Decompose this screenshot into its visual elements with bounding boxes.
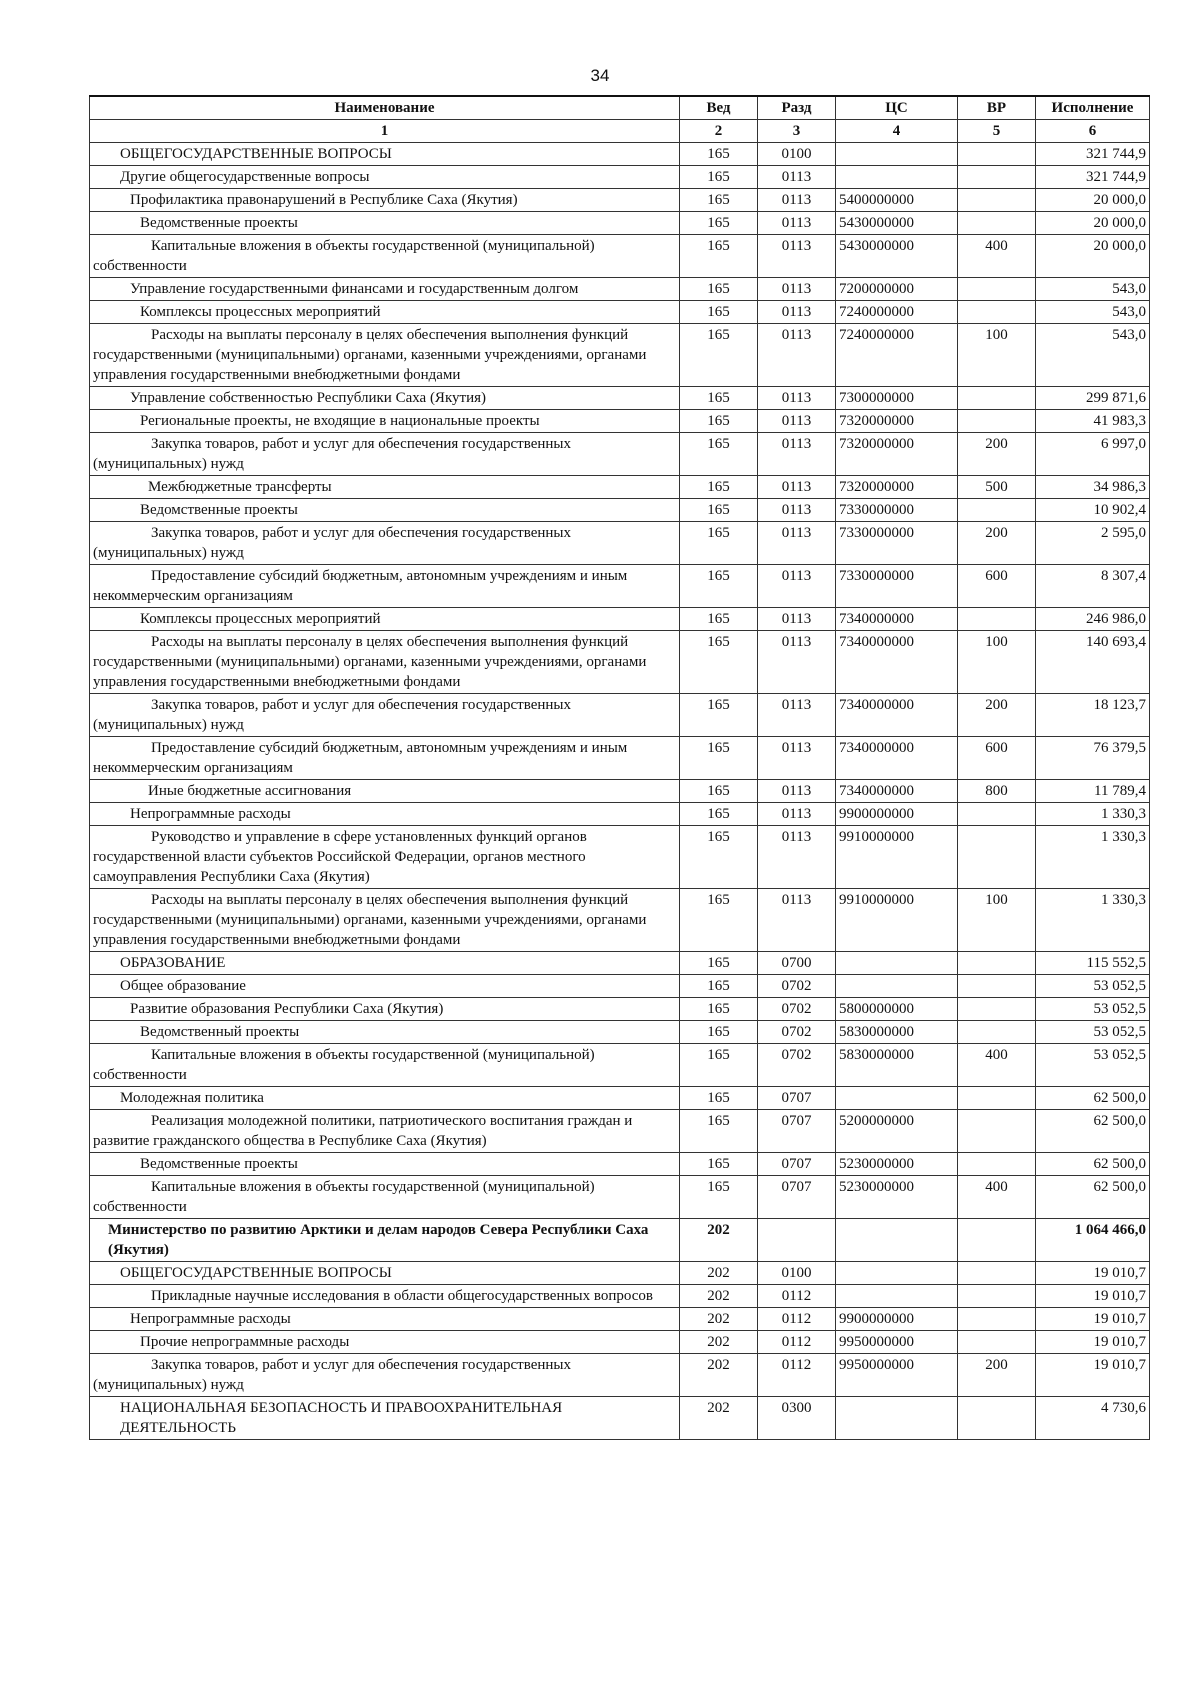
row-ved: 165: [680, 1153, 758, 1176]
table-row: [90, 1331, 1150, 1354]
row-isp: 62 500,0: [1036, 1153, 1150, 1176]
table-row: [90, 387, 1150, 410]
row-cs: 7340000000: [836, 737, 958, 780]
row-cs: 9900000000: [836, 803, 958, 826]
row-isp: 8 307,4: [1036, 565, 1150, 608]
row-cs: 7340000000: [836, 694, 958, 737]
row-ved: 165: [680, 410, 758, 433]
row-isp: 53 052,5: [1036, 998, 1150, 1021]
row-isp: 20 000,0: [1036, 212, 1150, 235]
row-ved: 165: [680, 1087, 758, 1110]
row-isp: 321 744,9: [1036, 143, 1150, 166]
row-ved: 165: [680, 166, 758, 189]
row-vr: [958, 410, 1036, 433]
row-vr: 600: [958, 565, 1036, 608]
row-isp: 115 552,5: [1036, 952, 1150, 975]
row-name: Реализация молодежной политики, патриотического воспитания граждан и развитие гражданского общества в Республике Саха (Якутия): [90, 1110, 680, 1153]
row-razd: 0113: [758, 694, 836, 737]
row-cs: 7340000000: [836, 780, 958, 803]
row-ved: 165: [680, 631, 758, 694]
row-razd: 0112: [758, 1354, 836, 1397]
row-name: ОБЩЕГОСУДАРСТВЕННЫЕ ВОПРОСЫ: [90, 143, 680, 166]
row-vr: [958, 998, 1036, 1021]
row-isp: 62 500,0: [1036, 1176, 1150, 1219]
table-row: [90, 780, 1150, 803]
row-name: Прочие непрограммные расходы: [90, 1331, 680, 1354]
table-row: [90, 278, 1150, 301]
table-row: [90, 212, 1150, 235]
row-razd: 0113: [758, 780, 836, 803]
row-isp: 41 983,3: [1036, 410, 1150, 433]
row-razd: [758, 1219, 836, 1262]
row-vr: 400: [958, 1176, 1036, 1219]
row-razd: 0113: [758, 608, 836, 631]
row-isp: 11 789,4: [1036, 780, 1150, 803]
row-razd: 0707: [758, 1176, 836, 1219]
row-razd: 0702: [758, 1021, 836, 1044]
row-razd: 0113: [758, 476, 836, 499]
row-ved: 165: [680, 1021, 758, 1044]
column-number: 3: [758, 120, 836, 143]
row-vr: 200: [958, 694, 1036, 737]
table-row: [90, 476, 1150, 499]
column-number-row: [90, 120, 1150, 143]
table-row: [90, 803, 1150, 826]
row-cs: 5230000000: [836, 1176, 958, 1219]
row-ved: 165: [680, 189, 758, 212]
row-isp: 20 000,0: [1036, 189, 1150, 212]
table-row: [90, 522, 1150, 565]
row-cs: 7320000000: [836, 476, 958, 499]
table-row: [90, 608, 1150, 631]
row-cs: 9950000000: [836, 1354, 958, 1397]
row-vr: 200: [958, 433, 1036, 476]
row-razd: 0113: [758, 278, 836, 301]
row-name: Ведомственные проекты: [90, 212, 680, 235]
row-isp: 543,0: [1036, 301, 1150, 324]
row-razd: 0707: [758, 1087, 836, 1110]
row-ved: 165: [680, 826, 758, 889]
row-vr: 500: [958, 476, 1036, 499]
row-name: Иные бюджетные ассигнования: [90, 780, 680, 803]
row-razd: 0112: [758, 1308, 836, 1331]
row-cs: [836, 166, 958, 189]
row-isp: 34 986,3: [1036, 476, 1150, 499]
row-razd: 0113: [758, 212, 836, 235]
table-row: [90, 189, 1150, 212]
row-vr: 100: [958, 631, 1036, 694]
row-name: Региональные проекты, не входящие в национальные проекты: [90, 410, 680, 433]
row-cs: 9950000000: [836, 1331, 958, 1354]
table-row: [90, 1110, 1150, 1153]
row-ved: 165: [680, 1044, 758, 1087]
row-ved: 165: [680, 565, 758, 608]
row-ved: 165: [680, 278, 758, 301]
row-vr: 100: [958, 889, 1036, 952]
row-isp: 19 010,7: [1036, 1354, 1150, 1397]
row-razd: 0112: [758, 1285, 836, 1308]
row-isp: 4 730,6: [1036, 1397, 1150, 1440]
row-vr: [958, 499, 1036, 522]
row-vr: [958, 952, 1036, 975]
row-cs: 7300000000: [836, 387, 958, 410]
row-ved: 165: [680, 608, 758, 631]
row-razd: 0702: [758, 998, 836, 1021]
row-name: Ведомственный проекты: [90, 1021, 680, 1044]
row-vr: [958, 1110, 1036, 1153]
row-razd: 0113: [758, 166, 836, 189]
row-cs: 7330000000: [836, 499, 958, 522]
row-cs: 7330000000: [836, 565, 958, 608]
budget-execution-table: [89, 95, 1150, 1440]
row-cs: [836, 1397, 958, 1440]
row-ved: 202: [680, 1397, 758, 1440]
column-number: 2: [680, 120, 758, 143]
row-vr: [958, 608, 1036, 631]
row-cs: 7340000000: [836, 631, 958, 694]
row-cs: 9910000000: [836, 826, 958, 889]
table-row: [90, 1153, 1150, 1176]
table-body: [90, 143, 1150, 1440]
row-ved: 165: [680, 476, 758, 499]
row-razd: 0113: [758, 826, 836, 889]
row-ved: 165: [680, 889, 758, 952]
row-isp: 53 052,5: [1036, 975, 1150, 998]
row-cs: 7240000000: [836, 324, 958, 387]
table-row: [90, 1354, 1150, 1397]
row-isp: 53 052,5: [1036, 1021, 1150, 1044]
row-vr: [958, 1087, 1036, 1110]
table-row: [90, 1219, 1150, 1262]
row-isp: 1 064 466,0: [1036, 1219, 1150, 1262]
row-name: Закупка товаров, работ и услуг для обеспечения государственных (муниципальных) нужд: [90, 522, 680, 565]
row-razd: 0113: [758, 189, 836, 212]
table-row: [90, 166, 1150, 189]
row-ved: 165: [680, 975, 758, 998]
column-number: 1: [90, 120, 680, 143]
row-name: Капитальные вложения в объекты государственной (муниципальной) собственности: [90, 1044, 680, 1087]
row-name: Межбюджетные трансферты: [90, 476, 680, 499]
row-vr: 600: [958, 737, 1036, 780]
row-cs: [836, 1087, 958, 1110]
row-ved: 202: [680, 1331, 758, 1354]
row-name: Развитие образования Республики Саха (Якутия): [90, 998, 680, 1021]
row-vr: [958, 975, 1036, 998]
row-razd: 0113: [758, 499, 836, 522]
header-cs: ЦС: [836, 96, 958, 120]
row-ved: 165: [680, 212, 758, 235]
table-row: [90, 1044, 1150, 1087]
row-isp: 19 010,7: [1036, 1308, 1150, 1331]
row-cs: 5830000000: [836, 1021, 958, 1044]
row-razd: 0113: [758, 301, 836, 324]
table-row: [90, 143, 1150, 166]
table-row: [90, 433, 1150, 476]
row-razd: 0113: [758, 433, 836, 476]
row-name: Управление государственными финансами и государственным долгом: [90, 278, 680, 301]
row-vr: [958, 1153, 1036, 1176]
row-ved: 165: [680, 694, 758, 737]
row-ved: 202: [680, 1219, 758, 1262]
row-isp: 321 744,9: [1036, 166, 1150, 189]
row-name: Ведомственные проекты: [90, 1153, 680, 1176]
row-vr: [958, 1285, 1036, 1308]
table-row: [90, 889, 1150, 952]
row-razd: 0707: [758, 1110, 836, 1153]
row-vr: [958, 387, 1036, 410]
row-isp: 299 871,6: [1036, 387, 1150, 410]
row-name: Расходы на выплаты персоналу в целях обеспечения выполнения функций государственными (муниципальными) органами, казенными учреждениями, органами управления государственными внебюджетными фондами: [90, 631, 680, 694]
column-number: 4: [836, 120, 958, 143]
row-vr: 800: [958, 780, 1036, 803]
row-vr: 400: [958, 1044, 1036, 1087]
row-cs: 7330000000: [836, 522, 958, 565]
row-ved: 202: [680, 1285, 758, 1308]
table-row: [90, 975, 1150, 998]
table-row: [90, 998, 1150, 1021]
row-ved: 202: [680, 1354, 758, 1397]
table-row: [90, 952, 1150, 975]
row-cs: [836, 952, 958, 975]
row-razd: 0702: [758, 1044, 836, 1087]
row-cs: 5200000000: [836, 1110, 958, 1153]
table-row: [90, 1285, 1150, 1308]
row-isp: 543,0: [1036, 278, 1150, 301]
row-name: Прикладные научные исследования в области общегосударственных вопросов: [90, 1285, 680, 1308]
table-row: [90, 631, 1150, 694]
row-vr: 200: [958, 1354, 1036, 1397]
row-vr: [958, 301, 1036, 324]
row-name: Комплексы процессных мероприятий: [90, 301, 680, 324]
row-razd: 0113: [758, 889, 836, 952]
row-razd: 0113: [758, 565, 836, 608]
row-isp: 62 500,0: [1036, 1110, 1150, 1153]
table-header-row: [90, 96, 1150, 120]
row-cs: 7340000000: [836, 608, 958, 631]
row-ved: 165: [680, 433, 758, 476]
row-isp: 62 500,0: [1036, 1087, 1150, 1110]
row-ved: 165: [680, 499, 758, 522]
row-razd: 0707: [758, 1153, 836, 1176]
row-name: НАЦИОНАЛЬНАЯ БЕЗОПАСНОСТЬ И ПРАВООХРАНИТЕЛЬНАЯ ДЕЯТЕЛЬНОСТЬ: [90, 1397, 680, 1440]
row-cs: [836, 1219, 958, 1262]
row-ved: 165: [680, 1110, 758, 1153]
row-isp: 1 330,3: [1036, 889, 1150, 952]
row-cs: [836, 1285, 958, 1308]
row-cs: 7320000000: [836, 433, 958, 476]
row-name: Профилактика правонарушений в Республике Саха (Якутия): [90, 189, 680, 212]
row-razd: 0113: [758, 737, 836, 780]
row-vr: [958, 1021, 1036, 1044]
table-row: [90, 1021, 1150, 1044]
row-name: Непрограммные расходы: [90, 1308, 680, 1331]
row-isp: 246 986,0: [1036, 608, 1150, 631]
table-row: [90, 1262, 1150, 1285]
row-razd: 0113: [758, 410, 836, 433]
table-row: [90, 235, 1150, 278]
table-row: [90, 301, 1150, 324]
table-row: [90, 1397, 1150, 1440]
table-row: [90, 1176, 1150, 1219]
row-vr: [958, 1397, 1036, 1440]
row-cs: 9910000000: [836, 889, 958, 952]
row-razd: 0702: [758, 975, 836, 998]
row-name: Молодежная политика: [90, 1087, 680, 1110]
row-isp: 19 010,7: [1036, 1285, 1150, 1308]
row-name: Капитальные вложения в объекты государственной (муниципальной) собственности: [90, 235, 680, 278]
row-cs: [836, 1262, 958, 1285]
row-name: Другие общегосударственные вопросы: [90, 166, 680, 189]
table-row: [90, 410, 1150, 433]
row-name: Предоставление субсидий бюджетным, автономным учреждениям и иным некоммерческим организациям: [90, 565, 680, 608]
row-razd: 0113: [758, 387, 836, 410]
row-cs: [836, 975, 958, 998]
row-name: Закупка товаров, работ и услуг для обеспечения государственных (муниципальных) нужд: [90, 694, 680, 737]
row-vr: [958, 1219, 1036, 1262]
row-ved: 165: [680, 324, 758, 387]
row-vr: 400: [958, 235, 1036, 278]
row-name: Министерство по развитию Арктики и делам народов Севера Республики Саха (Якутия): [90, 1219, 680, 1262]
row-vr: [958, 189, 1036, 212]
table-row: [90, 324, 1150, 387]
row-ved: 165: [680, 1176, 758, 1219]
row-isp: 2 595,0: [1036, 522, 1150, 565]
row-isp: 18 123,7: [1036, 694, 1150, 737]
row-isp: 6 997,0: [1036, 433, 1150, 476]
table-row: [90, 737, 1150, 780]
table-row: [90, 499, 1150, 522]
row-cs: 5400000000: [836, 189, 958, 212]
table-row: [90, 694, 1150, 737]
row-ved: 165: [680, 737, 758, 780]
row-isp: 76 379,5: [1036, 737, 1150, 780]
row-isp: 19 010,7: [1036, 1331, 1150, 1354]
header-razd: Разд: [758, 96, 836, 120]
row-cs: 9900000000: [836, 1308, 958, 1331]
column-number: 5: [958, 120, 1036, 143]
row-name: Закупка товаров, работ и услуг для обеспечения государственных (муниципальных) нужд: [90, 433, 680, 476]
row-name: Закупка товаров, работ и услуг для обеспечения государственных (муниципальных) нужд: [90, 1354, 680, 1397]
row-name: Предоставление субсидий бюджетным, автономным учреждениям и иным некоммерческим организациям: [90, 737, 680, 780]
row-vr: [958, 1308, 1036, 1331]
row-vr: [958, 1262, 1036, 1285]
page-number: 34: [590, 66, 610, 85]
row-isp: 1 330,3: [1036, 803, 1150, 826]
row-cs: 5430000000: [836, 235, 958, 278]
row-vr: 200: [958, 522, 1036, 565]
row-cs: 7240000000: [836, 301, 958, 324]
row-ved: 165: [680, 387, 758, 410]
row-name: Расходы на выплаты персоналу в целях обеспечения выполнения функций государственными (муниципальными) органами, казенными учреждениями, органами управления государственными внебюджетными фондами: [90, 324, 680, 387]
row-vr: [958, 1331, 1036, 1354]
row-cs: 5230000000: [836, 1153, 958, 1176]
row-name: Ведомственные проекты: [90, 499, 680, 522]
row-cs: 7320000000: [836, 410, 958, 433]
row-razd: 0113: [758, 324, 836, 387]
table-row: [90, 1087, 1150, 1110]
row-ved: 165: [680, 952, 758, 975]
row-vr: 100: [958, 324, 1036, 387]
row-isp: 140 693,4: [1036, 631, 1150, 694]
row-vr: [958, 143, 1036, 166]
row-ved: 165: [680, 301, 758, 324]
row-isp: 20 000,0: [1036, 235, 1150, 278]
row-name: ОБРАЗОВАНИЕ: [90, 952, 680, 975]
header-vr: ВР: [958, 96, 1036, 120]
row-isp: 53 052,5: [1036, 1044, 1150, 1087]
row-ved: 165: [680, 803, 758, 826]
row-ved: 202: [680, 1262, 758, 1285]
row-vr: [958, 166, 1036, 189]
row-cs: 5800000000: [836, 998, 958, 1021]
row-razd: 0113: [758, 235, 836, 278]
row-isp: 1 330,3: [1036, 826, 1150, 889]
row-vr: [958, 278, 1036, 301]
row-cs: 5430000000: [836, 212, 958, 235]
row-cs: [836, 143, 958, 166]
row-name: Комплексы процессных мероприятий: [90, 608, 680, 631]
row-ved: 165: [680, 235, 758, 278]
row-cs: 5830000000: [836, 1044, 958, 1087]
row-razd: 0113: [758, 803, 836, 826]
table-row: [90, 565, 1150, 608]
row-name: Расходы на выплаты персоналу в целях обеспечения выполнения функций государственными (муниципальными) органами, казенными учреждениями, органами управления государственными внебюджетными фондами: [90, 889, 680, 952]
row-name: Капитальные вложения в объекты государственной (муниципальной) собственности: [90, 1176, 680, 1219]
row-ved: 165: [680, 998, 758, 1021]
header-ved: Вед: [680, 96, 758, 120]
row-cs: 7200000000: [836, 278, 958, 301]
row-vr: [958, 212, 1036, 235]
column-number: 6: [1036, 120, 1150, 143]
row-name: Руководство и управление в сфере установленных функций органов государственной власти субъектов Российской Федерации, органов местного самоуправления Республики Саха (Якутия): [90, 826, 680, 889]
row-vr: [958, 803, 1036, 826]
row-razd: 0112: [758, 1331, 836, 1354]
row-ved: 165: [680, 143, 758, 166]
row-name: ОБЩЕГОСУДАРСТВЕННЫЕ ВОПРОСЫ: [90, 1262, 680, 1285]
row-ved: 165: [680, 522, 758, 565]
row-razd: 0113: [758, 631, 836, 694]
row-isp: 543,0: [1036, 324, 1150, 387]
row-razd: 0100: [758, 1262, 836, 1285]
row-name: Управление собственностью Республики Саха (Якутия): [90, 387, 680, 410]
row-name: Общее образование: [90, 975, 680, 998]
row-razd: 0300: [758, 1397, 836, 1440]
row-vr: [958, 826, 1036, 889]
table-row: [90, 1308, 1150, 1331]
header-name: Наименование: [90, 96, 680, 120]
header-isp: Исполнение: [1036, 96, 1150, 120]
row-razd: 0700: [758, 952, 836, 975]
row-isp: 19 010,7: [1036, 1262, 1150, 1285]
row-isp: 10 902,4: [1036, 499, 1150, 522]
table-row: [90, 826, 1150, 889]
row-razd: 0113: [758, 522, 836, 565]
row-ved: 165: [680, 780, 758, 803]
row-razd: 0100: [758, 143, 836, 166]
row-name: Непрограммные расходы: [90, 803, 680, 826]
row-ved: 202: [680, 1308, 758, 1331]
